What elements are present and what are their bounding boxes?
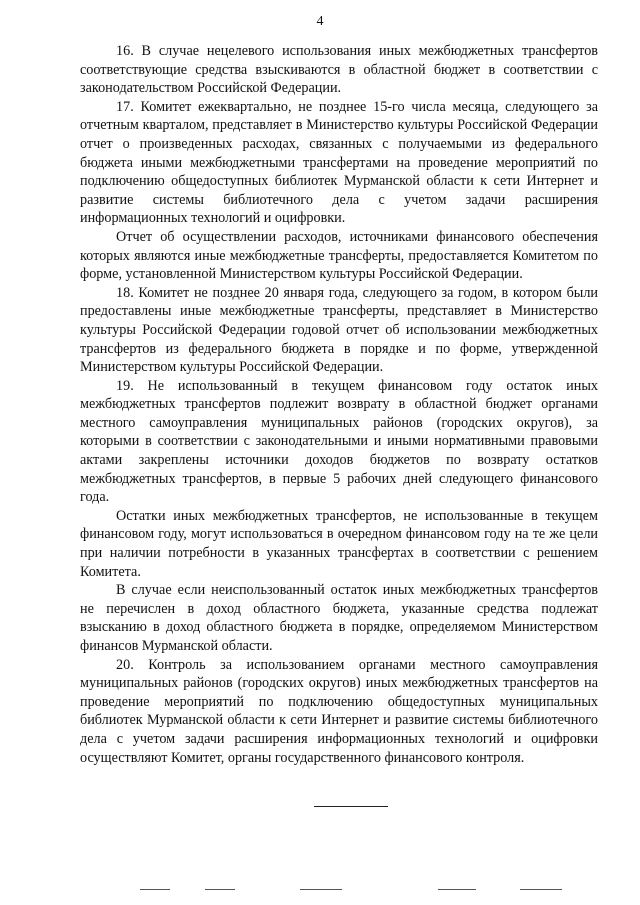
footer-mark bbox=[140, 889, 170, 890]
paragraph-19-remainders: Остатки иных межбюджетных трансфертов, не использованные в текущем финансовом году, могут использоваться в очередном финансовом году на те же цели при наличии потребности в указанных трансфертах в соответствии с решением Комитета. bbox=[80, 507, 598, 580]
footer-mark bbox=[300, 889, 342, 890]
paragraph-20: 20. Контроль за использованием органами местного самоуправления муниципальных районов (городских округов) иных межбюджетных трансфертов на проведение мероприятий по подключению общедоступных муниципальных библиотек Мурманской области к сети Интернет и развитие системы библиотечного дела с учетом задачи расширения информационных технологий и оцифровки осуществляют Комитет, органы государственного финансового контроля. bbox=[80, 656, 598, 766]
paragraph-17: 17. Комитет ежеквартально, не позднее 15-го числа месяца, следующего за отчетным кварталом, представляет в Министерство культуры Российской Федерации отчет о произведенных расходах, связанных с получаемыми из федерального бюджета иными межбюджетными трансфертами на проведение мероприятий по подключению общедоступных библиотек Мурманской области к сети Интернет и развитие системы библиотечного дела с учетом задачи расширения информационных технологий и оцифровки. bbox=[80, 98, 598, 227]
paragraph-19-recovery: В случае если неиспользованный остаток иных межбюджетных трансфертов не перечислен в доход областного бюджета, указанные средства подлежат взысканию в доход областного бюджета в порядке, определяемом Министерством финансов Мурманской области. bbox=[80, 582, 598, 654]
footer-mark bbox=[438, 889, 476, 890]
paragraph-19: 19. Не использованный в текущем финансовом году остаток иных межбюджетных трансфертов подлежит возврату в областной бюджет органами местного самоуправления муниципальных районов (городских округов), за которыми в соответствии с законодательными и иными нормативными правовыми актами закреплены источники доходов бюджетов по возврату остатков межбюджетных трансфертов, в первые 5 рабочих дней следующего финансового года. bbox=[80, 377, 598, 506]
footer-mark bbox=[520, 889, 562, 890]
end-separator-line bbox=[314, 806, 388, 807]
footer-scan-marks bbox=[0, 889, 640, 893]
paragraph-17-report: Отчет об осуществлении расходов, источниками финансового обеспечения которых являются иные межбюджетные трансферты, предоставляется Комитетом по форме, установленной Министерством культуры Российской Федерации. bbox=[80, 228, 598, 283]
paragraph-18: 18. Комитет не позднее 20 января года, следующего за годом, в котором были предоставлены иные межбюджетные трансферты, представляет в Министерство культуры Российской Федерации годовой отчет об использовании межбюджетных трансфертов из федерального бюджета в порядке и по форме, утвержденной Министерством культуры Российской Федерации. bbox=[80, 284, 598, 376]
document-body bbox=[80, 42, 598, 767]
page-number: 4 bbox=[316, 14, 324, 29]
paragraph-16: 16. В случае нецелевого использования иных межбюджетных трансфертов соответствующие средства взыскиваются в областной бюджет в соответствии с законодательством Российской Федерации. bbox=[80, 43, 598, 97]
footer-mark bbox=[205, 889, 235, 890]
